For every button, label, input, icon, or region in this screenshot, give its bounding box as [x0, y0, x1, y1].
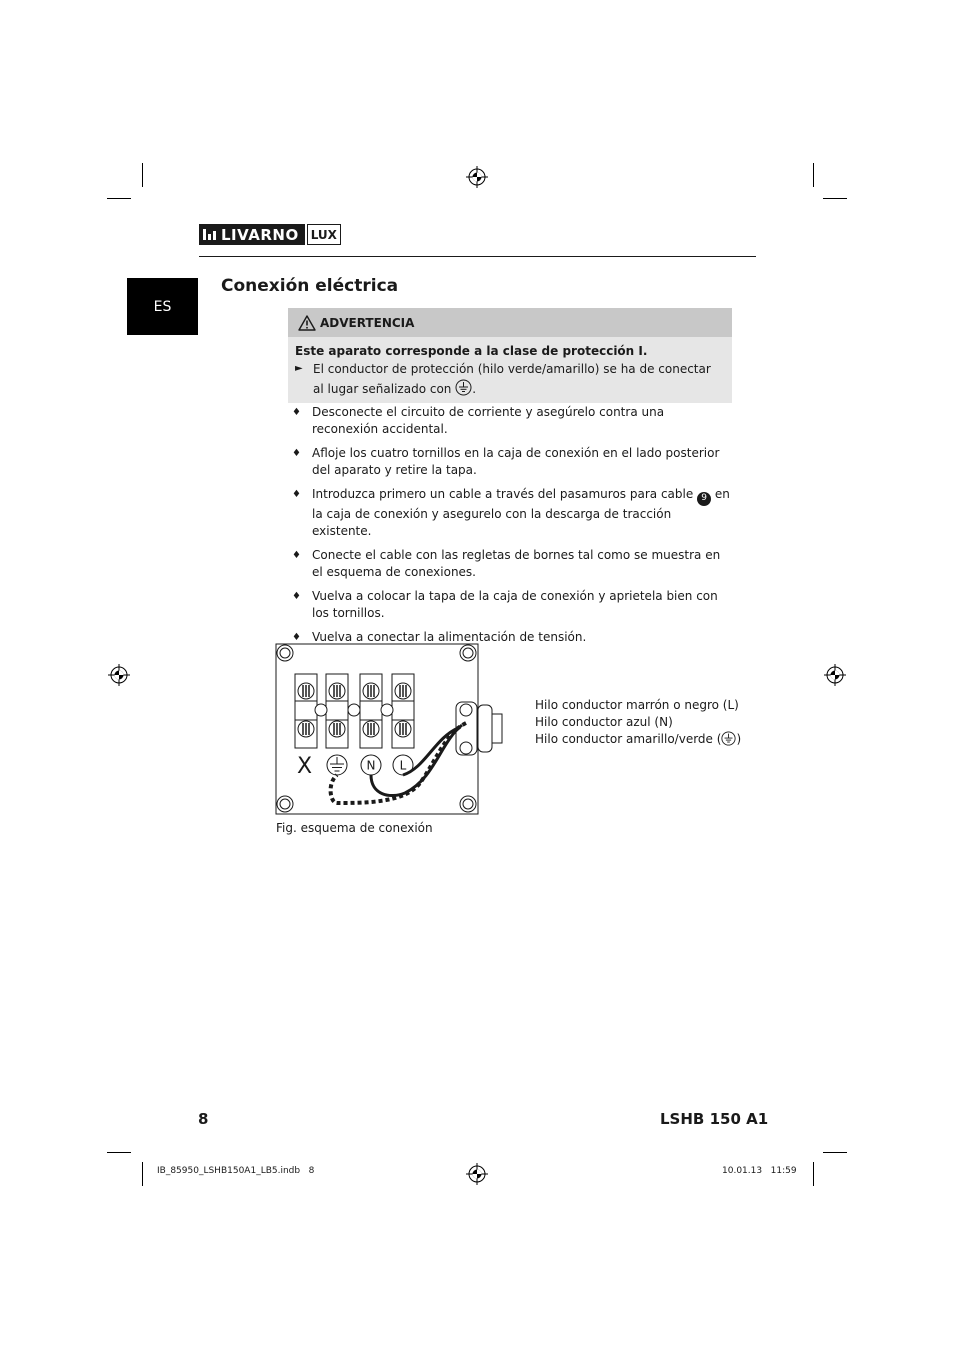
step-list: [292, 404, 732, 653]
warning-heading: ADVERTENCIA: [320, 315, 415, 330]
earth-terminal-icon: [327, 755, 347, 775]
brand-name: LIVARNO: [221, 225, 299, 244]
legend-item-neutral: Hilo conductor azul (N): [535, 715, 673, 729]
diamond-bullet-icon: ♦: [292, 549, 301, 561]
page-number: 8: [198, 1110, 209, 1128]
diamond-bullet-icon: ♦: [292, 489, 301, 500]
terminal-label-l: L: [399, 758, 407, 773]
part-number-badge: 9: [697, 492, 711, 506]
arrow-bullet-icon: ►: [295, 363, 303, 374]
registration-mark-left: [108, 664, 130, 686]
print-slug-date: 10.01.13 11:59: [722, 1166, 797, 1176]
figure-caption: Fig. esquema de conexión: [276, 821, 433, 835]
legend-item-earth: Hilo conductor amarillo/verde ( ): [535, 732, 742, 746]
warning-triangle-icon: [298, 315, 316, 331]
warning-header: [288, 308, 732, 337]
registration-mark-bottom: [466, 1163, 488, 1185]
terminal-label-x: X: [297, 754, 313, 779]
legend-item-line: Hilo conductor marrón o negro (L): [535, 698, 739, 712]
brand-logo: [199, 224, 341, 245]
earth-symbol-icon: [455, 379, 472, 396]
diamond-bullet-icon: ♦: [292, 631, 301, 643]
wiring-diagram: [275, 643, 520, 816]
warning-box: [288, 308, 732, 403]
brand-suffix: LUX: [307, 224, 341, 245]
list-item: ♦ Vuelva a colocar la tapa de la caja de conexión y aprietela bien con los tornillos.: [292, 588, 718, 620]
diamond-bullet-icon: ♦: [292, 590, 301, 602]
diamond-bullet-icon: ♦: [292, 407, 301, 418]
print-slug-file: IB_85950_LSHB150A1_LB5.indb 8: [157, 1166, 315, 1176]
registration-mark-top: [466, 166, 488, 188]
earth-symbol-icon: [721, 731, 736, 746]
model-name: LSHB 150 A1: [660, 1110, 769, 1128]
diamond-bullet-icon: ♦: [292, 448, 301, 459]
list-item: ♦ Afloje los cuatro tornillos en la caja de conexión en el lado posterior del aparato y retire la tapa.: [292, 446, 720, 477]
list-item: ♦ Desconecte el circuito de corriente y asegúrelo contra una reconexión accidental.: [292, 405, 665, 436]
header-rule: [199, 256, 756, 257]
section-title: Conexión eléctrica: [221, 276, 399, 296]
list-item: ♦ Vuelva a conectar la alimentación de tensión.: [292, 629, 587, 644]
warning-statement: Este aparato corresponde a la clase de protección I.: [295, 344, 648, 358]
registration-mark-right: [824, 664, 846, 686]
terminal-label-n: N: [366, 758, 376, 773]
brand-mark-icon: [203, 229, 217, 240]
warning-item-text: El conductor de protección (hilo verde/amarillo) se ha de conectar al lugar señalizado con: [313, 362, 711, 396]
warning-item: ► El conductor de protección (hilo verde/amarillo) se ha de conectar al lugar señalizado con .: [295, 359, 725, 399]
list-item: ♦ Conecte el cable con las regletas de bornes tal como se muestra en el esquema de conexiones.: [292, 547, 721, 579]
diagram-legend: [535, 697, 741, 748]
list-item: ♦ Introduzca primero un cable a través del pasamuros para cable 9 en la caja de conexión y asegurelo con la descarga de tracción existente.: [292, 487, 730, 538]
language-tab: ES: [127, 278, 198, 335]
